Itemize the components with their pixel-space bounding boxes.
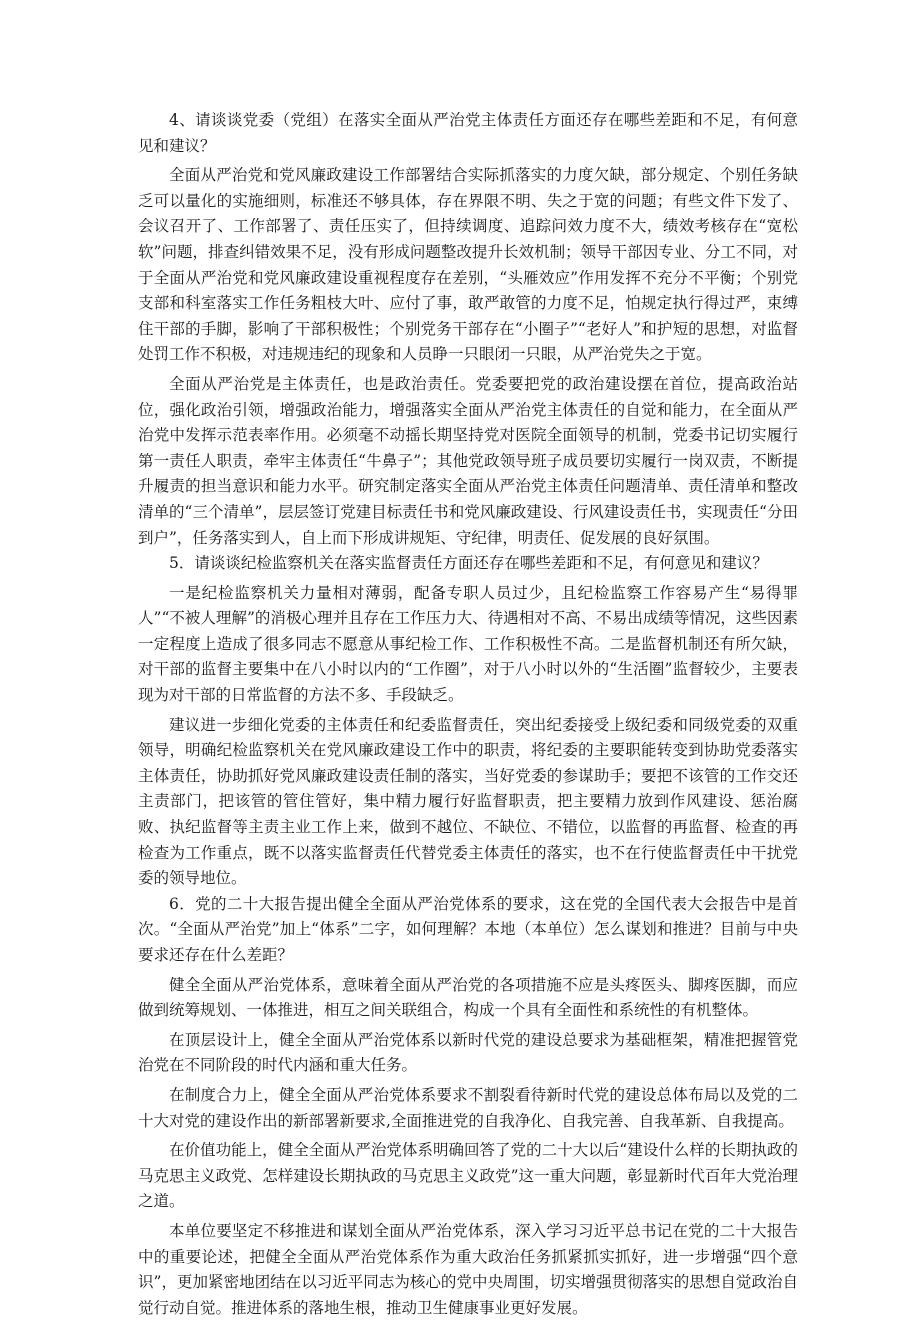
question-4: 4、请谈谈党委（党组）在落实全面从严治党主体责任方面还存在哪些差距和不足，有何意见和建议？ [138, 111, 798, 155]
answer-paragraph: 在制度合力上，健全全面从严治党体系要求不割裂看待新时代党的建设总体布局以及党的二十大对党的建设作出的新部署新要求,全面推进党的自我净化、自我完善、自我革新、自我提高。 [138, 1085, 798, 1130]
answer-paragraph: 健全全面从严治党体系，意味着全面从严治党的各项措施不应是头疼医头、脚疼医脚，而应做到统筹规划、一体推进，相互之间关联组合，构成一个具有全面性和系统性的有机整体。 [138, 975, 798, 1020]
question-5: 5．请谈谈纪检监察机关在落实监督责任方面还存在哪些差距和不足，有何意见和建议？ [169, 554, 768, 573]
answer-paragraph: 在顶层设计上，健全全面从严治党体系以新时代党的建设总要求为基础框架，精准把握管党治党在不同阶段的时代内涵和重大任务。 [138, 1030, 798, 1075]
answer-paragraph: 全面从严治党和党风廉政建设工作部署结合实际抓落实的力度欠缺，部分规定、个别任务缺乏可以量化的实施细则，标准还不够具体，存在界限不明、失之于宽的问题；有些文件下发了、会议召开了、工作部署了、责任压实了，但持续调度、追踪问效力度不大，绩效考核存在“宽松软”问题，排查纠错效果不足，没有形成问题整改提升长效机制；领导干部因专业、分工不同，对于全面从严治党和党风廉政建设重视程度存在差别，“头雁效应”作用发挥不充分不平衡；个别党支部和科室落实工作任务粗枝大叶、应付了事，敢严敢管的力度不足，怕规定执行得过严，束缚住干部的手脚，影响了干部积极性；个别党务干部存在“小圈子”“老好人”和护短的思想，对监督处罚工作不积极，对违规违纪的现象和人员睁一只眼闭一只眼，从严治党失之于宽。 [138, 166, 798, 364]
answer-paragraph: 建议进一步细化党委的主体责任和纪委监督责任，突出纪委接受上级纪委和同级党委的双重领导，明确纪检监察机关在党风廉政建设工作中的职责，将纪委的主要职能转变到协助党委落实主体责任，协助抓好党风廉政建设责任制的落实，当好党委的参谋助手；要把不该管的工作交还主责部门，把该管的管住管好，集中精力履行好监督职责，把主要精力放到作风建设、惩治腐败、执纪监督等主责主业工作上来，做到不越位、不缺位、不错位，以监督的再监督、检查的再检查为工作重点，既不以落实监督责任代替党委主体责任的落实，也不在行使监督责任中干扰党委的领导地位。 [138, 715, 798, 888]
document-body [138, 108, 798, 1321]
answer-paragraph: 全面从严治党是主体责任，也是政治责任。党委要把党的政治建设摆在首位，提高政治站位，强化政治引领，增强政治能力，增强落实全面从严治党主体责任的自觉和能力，在全面从严治党中发挥示范表率作用。必须毫不动摇长期坚持党对医院全面领导的机制，党委书记切实履行第一责任人职责，牵牢主体责任“牛鼻子”；其他党政领导班子成员要切实履行一岗双责，不断提升履责的担当意识和能力水平。研究制定落实全面从严治党主体责任问题清单、责任清单和整改清单的“三个清单”，层层签订党建目标责任书和党风廉政建设、行风建设责任书，实现责任“分田到户”，任务落实到人，自上而下形成讲规矩、守纪律，明责任、促发展的良好氛围。 [138, 374, 798, 547]
answer-paragraph: 一是纪检监察机关力量相对薄弱，配备专职人员过少，且纪检监察工作容易产生“易得罪人”“不被人理解”的消极心理并且存在工作压力大、待遇相对不高、不易出成绩等情况，这些因素一定程度上造成了很多同志不愿意从事纪检工作、工作积极性不高。二是监督机制还有所欠缺，对干部的监督主要集中在八小时以内的“工作圈”，对于八小时以外的“生活圈”监督较少，主要表现为对干部的日常监督的方法不多、手段缺乏。 [138, 583, 798, 705]
answer-paragraph: 在价值功能上，健全全面从严治党体系明确回答了党的二十大以后“建设什么样的长期执政的马克思主义政党、怎样建设长期执政的马克思主义政党”这一重大问题，彰显新时代百年大党治理之道。 [138, 1141, 798, 1211]
answer-paragraph: 本单位要坚定不移推进和谋划全面从严治党体系，深入学习习近平总书记在党的二十大报告中的重要论述，把健全全面从严治党体系作为重大政治任务抓紧抓实抓好，进一步增强“四个意识”，更加紧密地团结在以习近平同志为核心的党中央周围，切实增强贯彻落实的思想自觉政治自觉行动自觉。推进体系的落地生根，推动卫生健康事业更好发展。 [138, 1221, 798, 1317]
question-6: 6．党的二十大报告提出健全全面从严治党体系的要求，这在党的全国代表大会报告中是首次。“全面从严治党”加上“体系”二字，如何理解？本地（本单位）怎么谋划和推进？目前与中央要求还存在什么差距？ [138, 894, 798, 964]
